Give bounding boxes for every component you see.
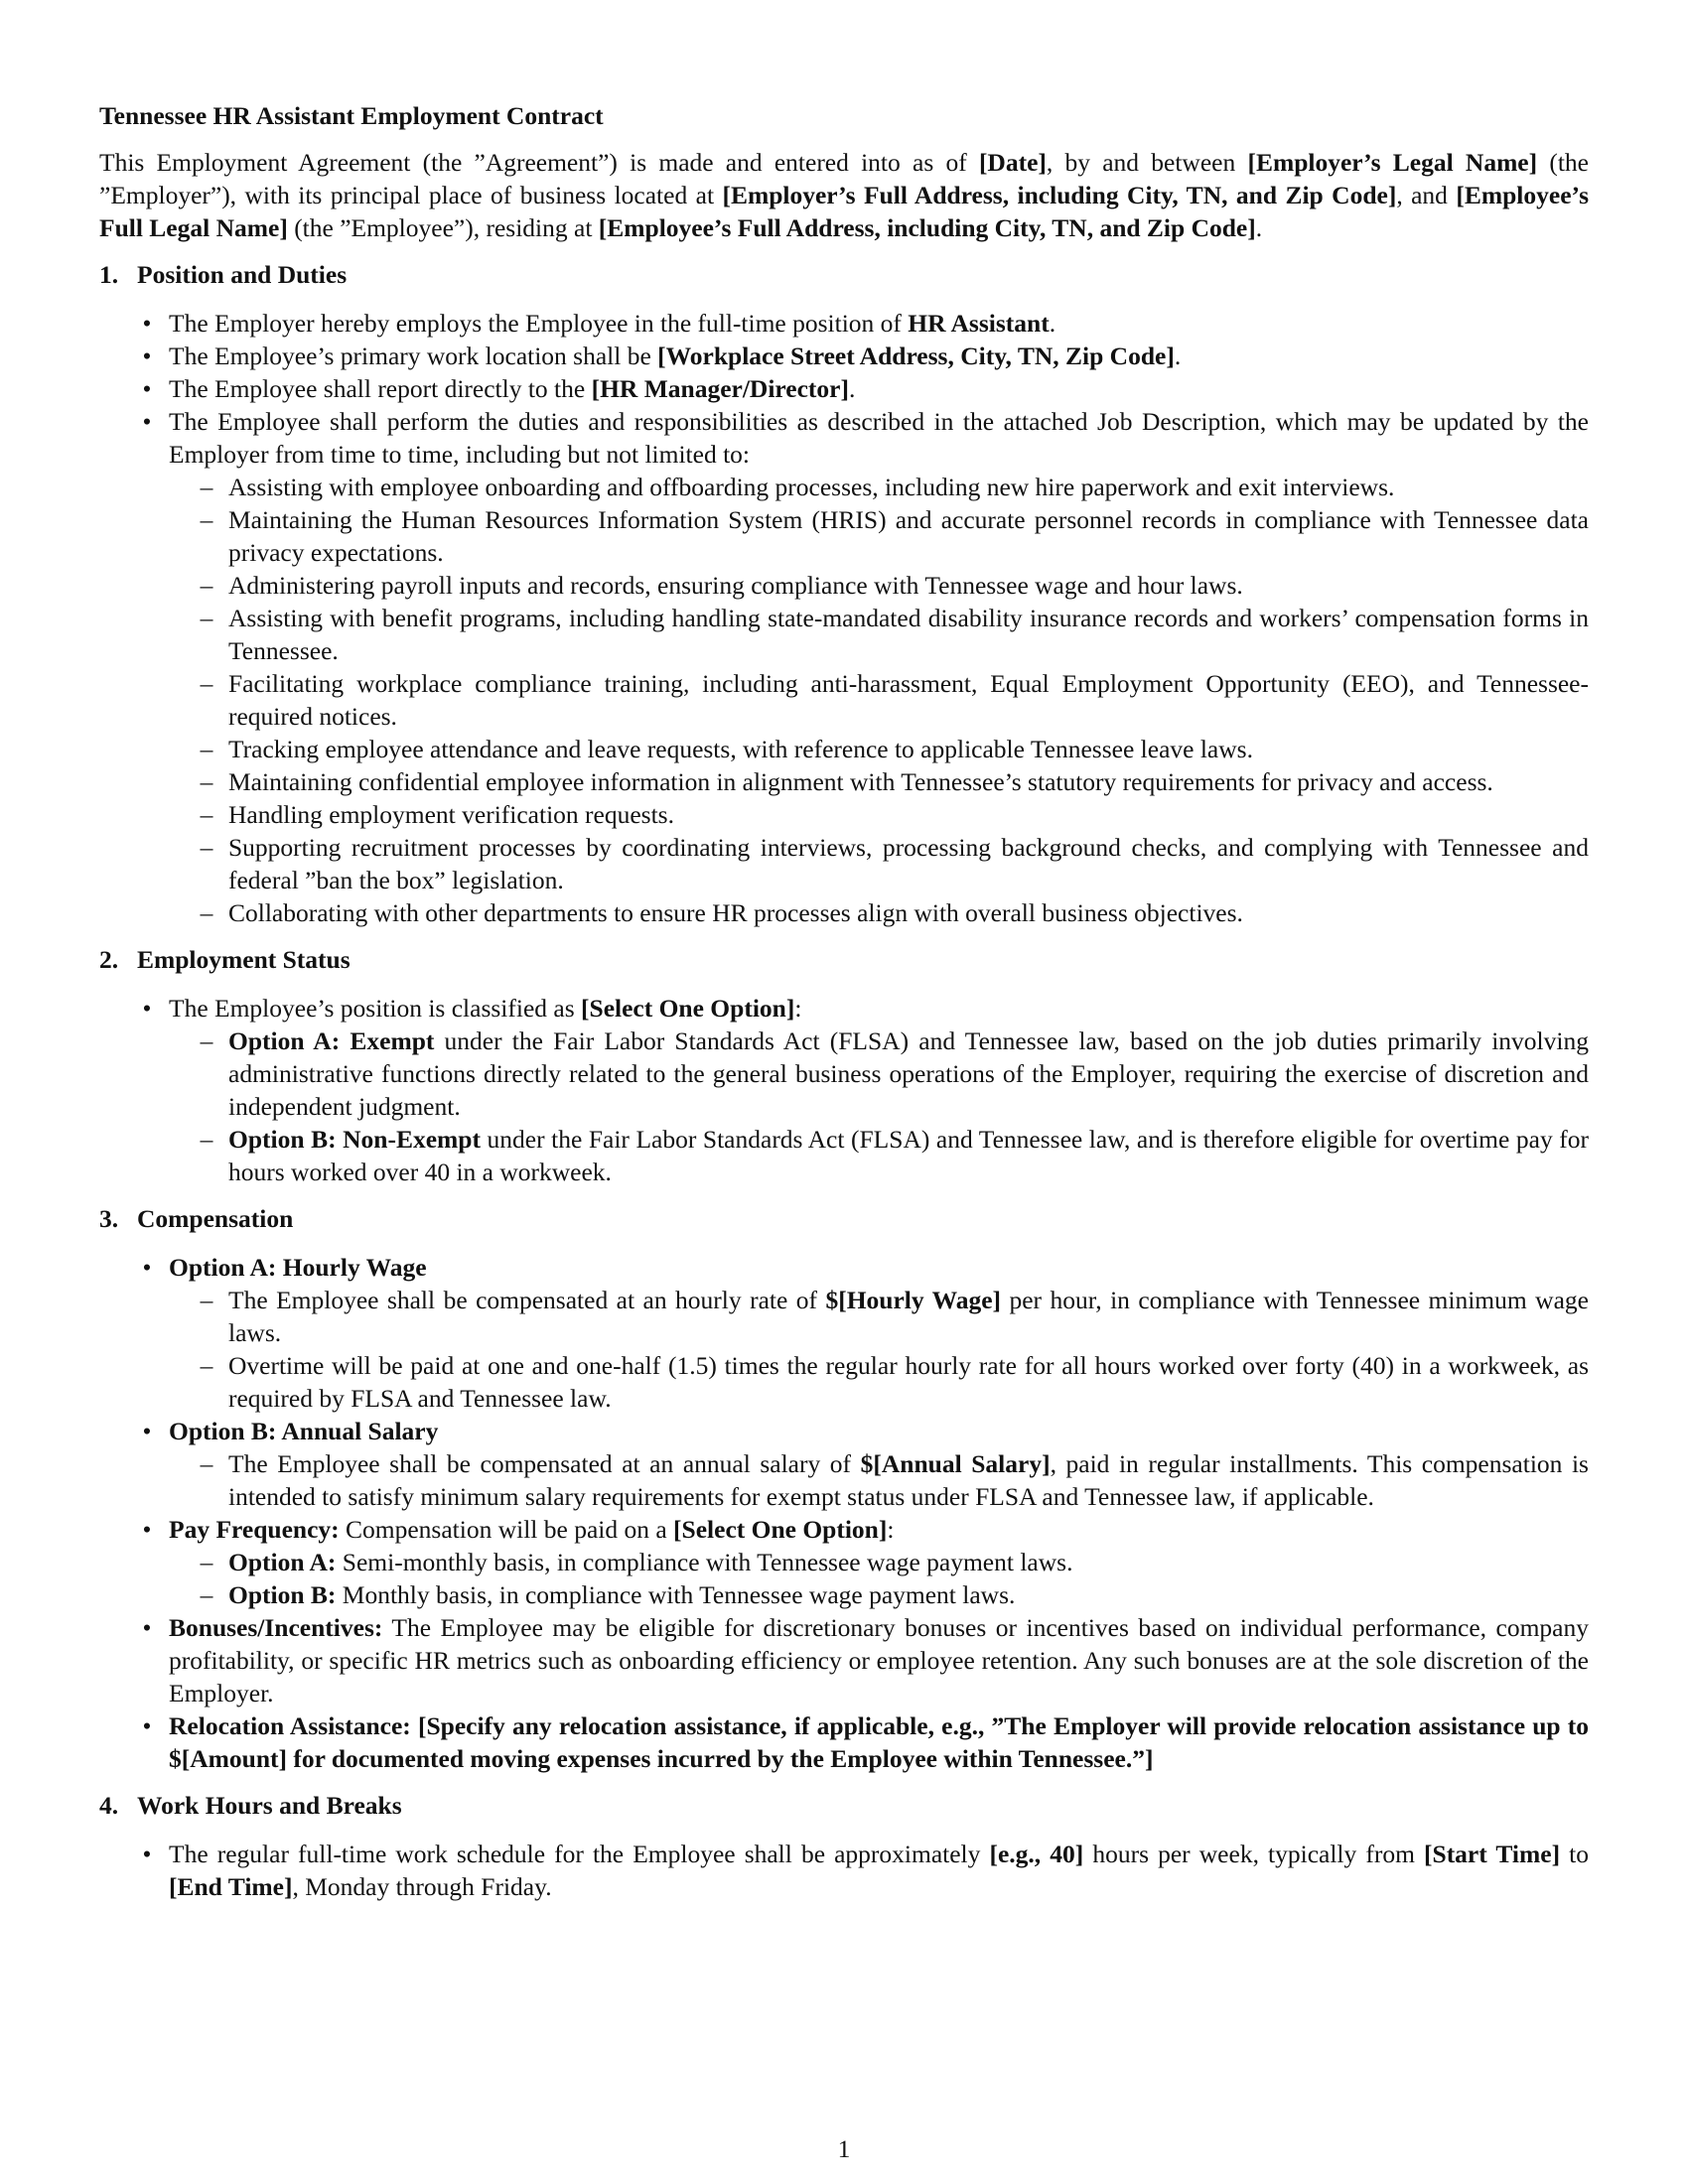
dash-icon: – <box>200 604 213 632</box>
dash-icon: – <box>200 1026 213 1055</box>
salary-sublist <box>169 1447 1589 1513</box>
list-item: – Overtime will be paid at one and one-half (1.5) times the regular hourly rate for all hours worked over forty (40) in a workweek, as required by FLSA and Tennessee law. <box>228 1349 1589 1415</box>
dash-icon: – <box>200 833 213 862</box>
dash-icon: – <box>200 571 213 600</box>
section-heading-position-duties: 1. Position and Duties <box>99 260 348 289</box>
compensation-salary: • Option B: Annual Salary – The Employee shall be compensated at an annual salary of $[Annual Salary], paid in regular installments. This compensation is intended to satisfy minimum salary requirements for exempt status under FLSA and Tennessee law, if applicable. <box>169 1415 1589 1513</box>
status-options-sublist <box>169 1024 1589 1188</box>
compensation-pay-frequency: • Pay Frequency: Compensation will be paid on a [Select One Option]: – Option A: Semi-monthly basis, in compliance with Tennessee wage payment laws. – Option B: Monthly basis, in compliance with Tennessee wage payment laws. <box>169 1513 1589 1611</box>
hourly-sublist <box>169 1284 1589 1415</box>
employer-name-placeholder: [Employer’s Legal Name] <box>1247 148 1538 177</box>
bullet-icon: • <box>142 309 152 338</box>
list-item: • The Employer hereby employs the Employee in the full-time position of HR Assistant. <box>169 307 1589 340</box>
bullet-icon: • <box>142 994 152 1023</box>
document-title: Tennessee HR Assistant Employment Contract <box>99 101 604 130</box>
bullet-icon: • <box>142 1515 152 1544</box>
work-hours-list <box>99 1838 1589 1903</box>
intro-paragraph: This Employment Agreement (the ”Agreement”) is made and entered into as of [Date], by and between [Employer’s Legal Name] (the ”Employer”), with its principal place of business located at [Employer’s Full Address, including City, TN, and Zip Code], and [Employee’s Full Legal Name] (the ”Employee”), residing at [Employee’s Full Address, including City, TN, and Zip Code]. <box>99 148 1589 242</box>
duty-item: – Administering payroll inputs and records, ensuring compliance with Tennessee wage and hour laws. <box>228 569 1589 602</box>
section-heading-compensation: 3. Compensation <box>99 1204 294 1233</box>
duty-item: – Facilitating workplace compliance training, including anti-harassment, Equal Employment Opportunity (EEO), and Tennessee-required notices. <box>228 667 1589 733</box>
position-duties-list <box>99 307 1589 929</box>
bullet-icon: • <box>142 1613 152 1642</box>
dash-icon: – <box>200 1449 213 1478</box>
duty-item: – Assisting with benefit programs, including handling state-mandated disability insurance records and workers’ compensation forms in Tennessee. <box>228 602 1589 667</box>
bullet-icon: • <box>142 341 152 370</box>
dash-icon: – <box>200 800 213 829</box>
bullet-icon: • <box>142 1417 152 1445</box>
list-item: – The Employee shall be compensated at an annual salary of $[Annual Salary], paid in regular installments. This compensation is intended to satisfy minimum salary requirements for exempt status under FLSA and Tennessee law, if applicable. <box>228 1447 1589 1513</box>
bullet-icon: • <box>142 1711 152 1740</box>
section-heading-work-hours: 4. Work Hours and Breaks <box>99 1791 402 1820</box>
dash-icon: – <box>200 1351 213 1380</box>
duty-item: – Maintaining the Human Resources Information System (HRIS) and accurate personnel records in compliance with Tennessee data privacy expectations. <box>228 503 1589 569</box>
dash-icon: – <box>200 767 213 796</box>
duty-item: – Handling employment verification requests. <box>228 798 1589 831</box>
compensation-relocation: • Relocation Assistance: [Specify any relocation assistance, if applicable, e.g., ”The Employer will provide relocation assistance up to $[Amount] for documented moving expenses incurred by the Employee within Tennessee.”] <box>169 1709 1589 1775</box>
bullet-icon: • <box>142 374 152 403</box>
document-page <box>99 99 1589 1903</box>
employee-address-placeholder: [Employee’s Full Address, including City, TN, and Zip Code] <box>598 213 1256 242</box>
list-item: • The Employee shall report directly to the [HR Manager/Director]. <box>169 372 1589 405</box>
compensation-hourly: • Option A: Hourly Wage – The Employee shall be compensated at an hourly rate of $[Hourly Wage] per hour, in compliance with Tennessee minimum wage laws. – Overtime will be paid at one and one-half (1.5) times the regular hourly rate for all hours worked over forty (40) in a workweek, as required by FLSA and Tennessee law. <box>169 1251 1589 1415</box>
page-number: 1 <box>837 2134 851 2163</box>
duty-item: – Collaborating with other departments to ensure HR processes align with overall business objectives. <box>228 896 1589 929</box>
list-item: – Option B: Monthly basis, in compliance with Tennessee wage payment laws. <box>228 1578 1589 1611</box>
dash-icon: – <box>200 1548 213 1576</box>
list-item: – The Employee shall be compensated at an hourly rate of $[Hourly Wage] per hour, in compliance with Tennessee minimum wage laws. <box>228 1284 1589 1349</box>
status-option-exempt: – Option A: Exempt under the Fair Labor Standards Act (FLSA) and Tennessee law, based on the job duties primarily involving administrative functions directly related to the general business operations of the Employer, requiring the exercise of discretion and independent judgment. <box>228 1024 1589 1123</box>
list-item: – Option A: Semi-monthly basis, in compliance with Tennessee wage payment laws. <box>228 1546 1589 1578</box>
date-placeholder: [Date] <box>978 148 1047 177</box>
dash-icon: – <box>200 505 213 534</box>
section-heading-employment-status: 2. Employment Status <box>99 945 351 974</box>
list-item: • The Employee shall perform the duties and responsibilities as described in the attached Job Description, which may be updated by the Employer from time to time, including but not limited to: – Assisting with employee onboarding and offboarding processes, including new hire paperwork and exit interviews. – Maintaining the Human Resources Information System (HRIS) and accurate personnel records in compliance with Tennessee data privacy expectations. – Administering payroll inputs and records, ensuring compliance with Tennessee wage and hour laws. – Assisting with benefit programs, including handling state-mandated disability insurance records and workers’ compensation forms in Tennessee. – Facilitating workplace compliance training, including anti-harassment, Equal Employment Opportunity (EEO), and Tennessee-required notices. – Tracking employee attendance and leave requests, with reference to applicable Tennessee leave laws. – Maintaining confidential employee information in alignment with Tennessee’s statutory requirements for privacy and access. – Handling employment verification requests. – Supporting recruitment processes by coordinating interviews, processing background checks, and complying with Tennessee and federal ”ban the box” legislation. – Collaborating with other departments to ensure HR processes align with overall business objectives. <box>169 405 1589 929</box>
duty-item: – Assisting with employee onboarding and offboarding processes, including new hire paperwork and exit interviews. <box>228 471 1589 503</box>
employment-status-list <box>99 992 1589 1188</box>
duty-item: – Supporting recruitment processes by coordinating interviews, processing background checks, and complying with Tennessee and federal ”ban the box” legislation. <box>228 831 1589 896</box>
list-item: • The Employee’s position is classified as [Select One Option]: – Option A: Exempt under the Fair Labor Standards Act (FLSA) and Tennessee law, based on the job duties primarily involving administrative functions directly related to the general business operations of the Employer, requiring the exercise of discretion and independent judgment. – Option B: Non-Exempt under the Fair Labor Standards Act (FLSA) and Tennessee law, and is therefore eligible for overtime pay for hours worked over 40 in a workweek. <box>169 992 1589 1188</box>
list-item: • The regular full-time work schedule for the Employee shall be approximately [e.g., 40] hours per week, typically from [Start Time] to [End Time], Monday through Friday. <box>169 1838 1589 1903</box>
dash-icon: – <box>200 669 213 698</box>
status-option-non-exempt: – Option B: Non-Exempt under the Fair Labor Standards Act (FLSA) and Tennessee law, and is therefore eligible for overtime pay for hours worked over 40 in a workweek. <box>228 1123 1589 1188</box>
duties-sublist <box>169 471 1589 929</box>
compensation-list <box>99 1251 1589 1775</box>
dash-icon: – <box>200 1125 213 1154</box>
duty-item: – Maintaining confidential employee information in alignment with Tennessee’s statutory requirements for privacy and access. <box>228 765 1589 798</box>
employer-address-placeholder: [Employer’s Full Address, including City, TN, and Zip Code] <box>722 181 1397 209</box>
compensation-bonuses: • Bonuses/Incentives: The Employee may be eligible for discretionary bonuses or incentives based on individual performance, company profitability, or specific HR metrics such as onboarding efficiency or employee retention. Any such bonuses are at the sole discretion of the Employer. <box>169 1611 1589 1709</box>
dash-icon: – <box>200 1580 213 1609</box>
dash-icon: – <box>200 735 213 763</box>
dash-icon: – <box>200 898 213 927</box>
frequency-sublist <box>169 1546 1589 1611</box>
dash-icon: – <box>200 473 213 501</box>
dash-icon: – <box>200 1286 213 1314</box>
list-item: • The Employee’s primary work location shall be [Workplace Street Address, City, TN, Zip Code]. <box>169 340 1589 372</box>
bullet-icon: • <box>142 1253 152 1282</box>
duty-item: – Tracking employee attendance and leave requests, with reference to applicable Tennessee leave laws. <box>228 733 1589 765</box>
bullet-icon: • <box>142 407 152 436</box>
employee-name-placeholder: [Employee’s Full Legal Name] <box>99 181 1589 242</box>
bullet-icon: • <box>142 1840 152 1868</box>
